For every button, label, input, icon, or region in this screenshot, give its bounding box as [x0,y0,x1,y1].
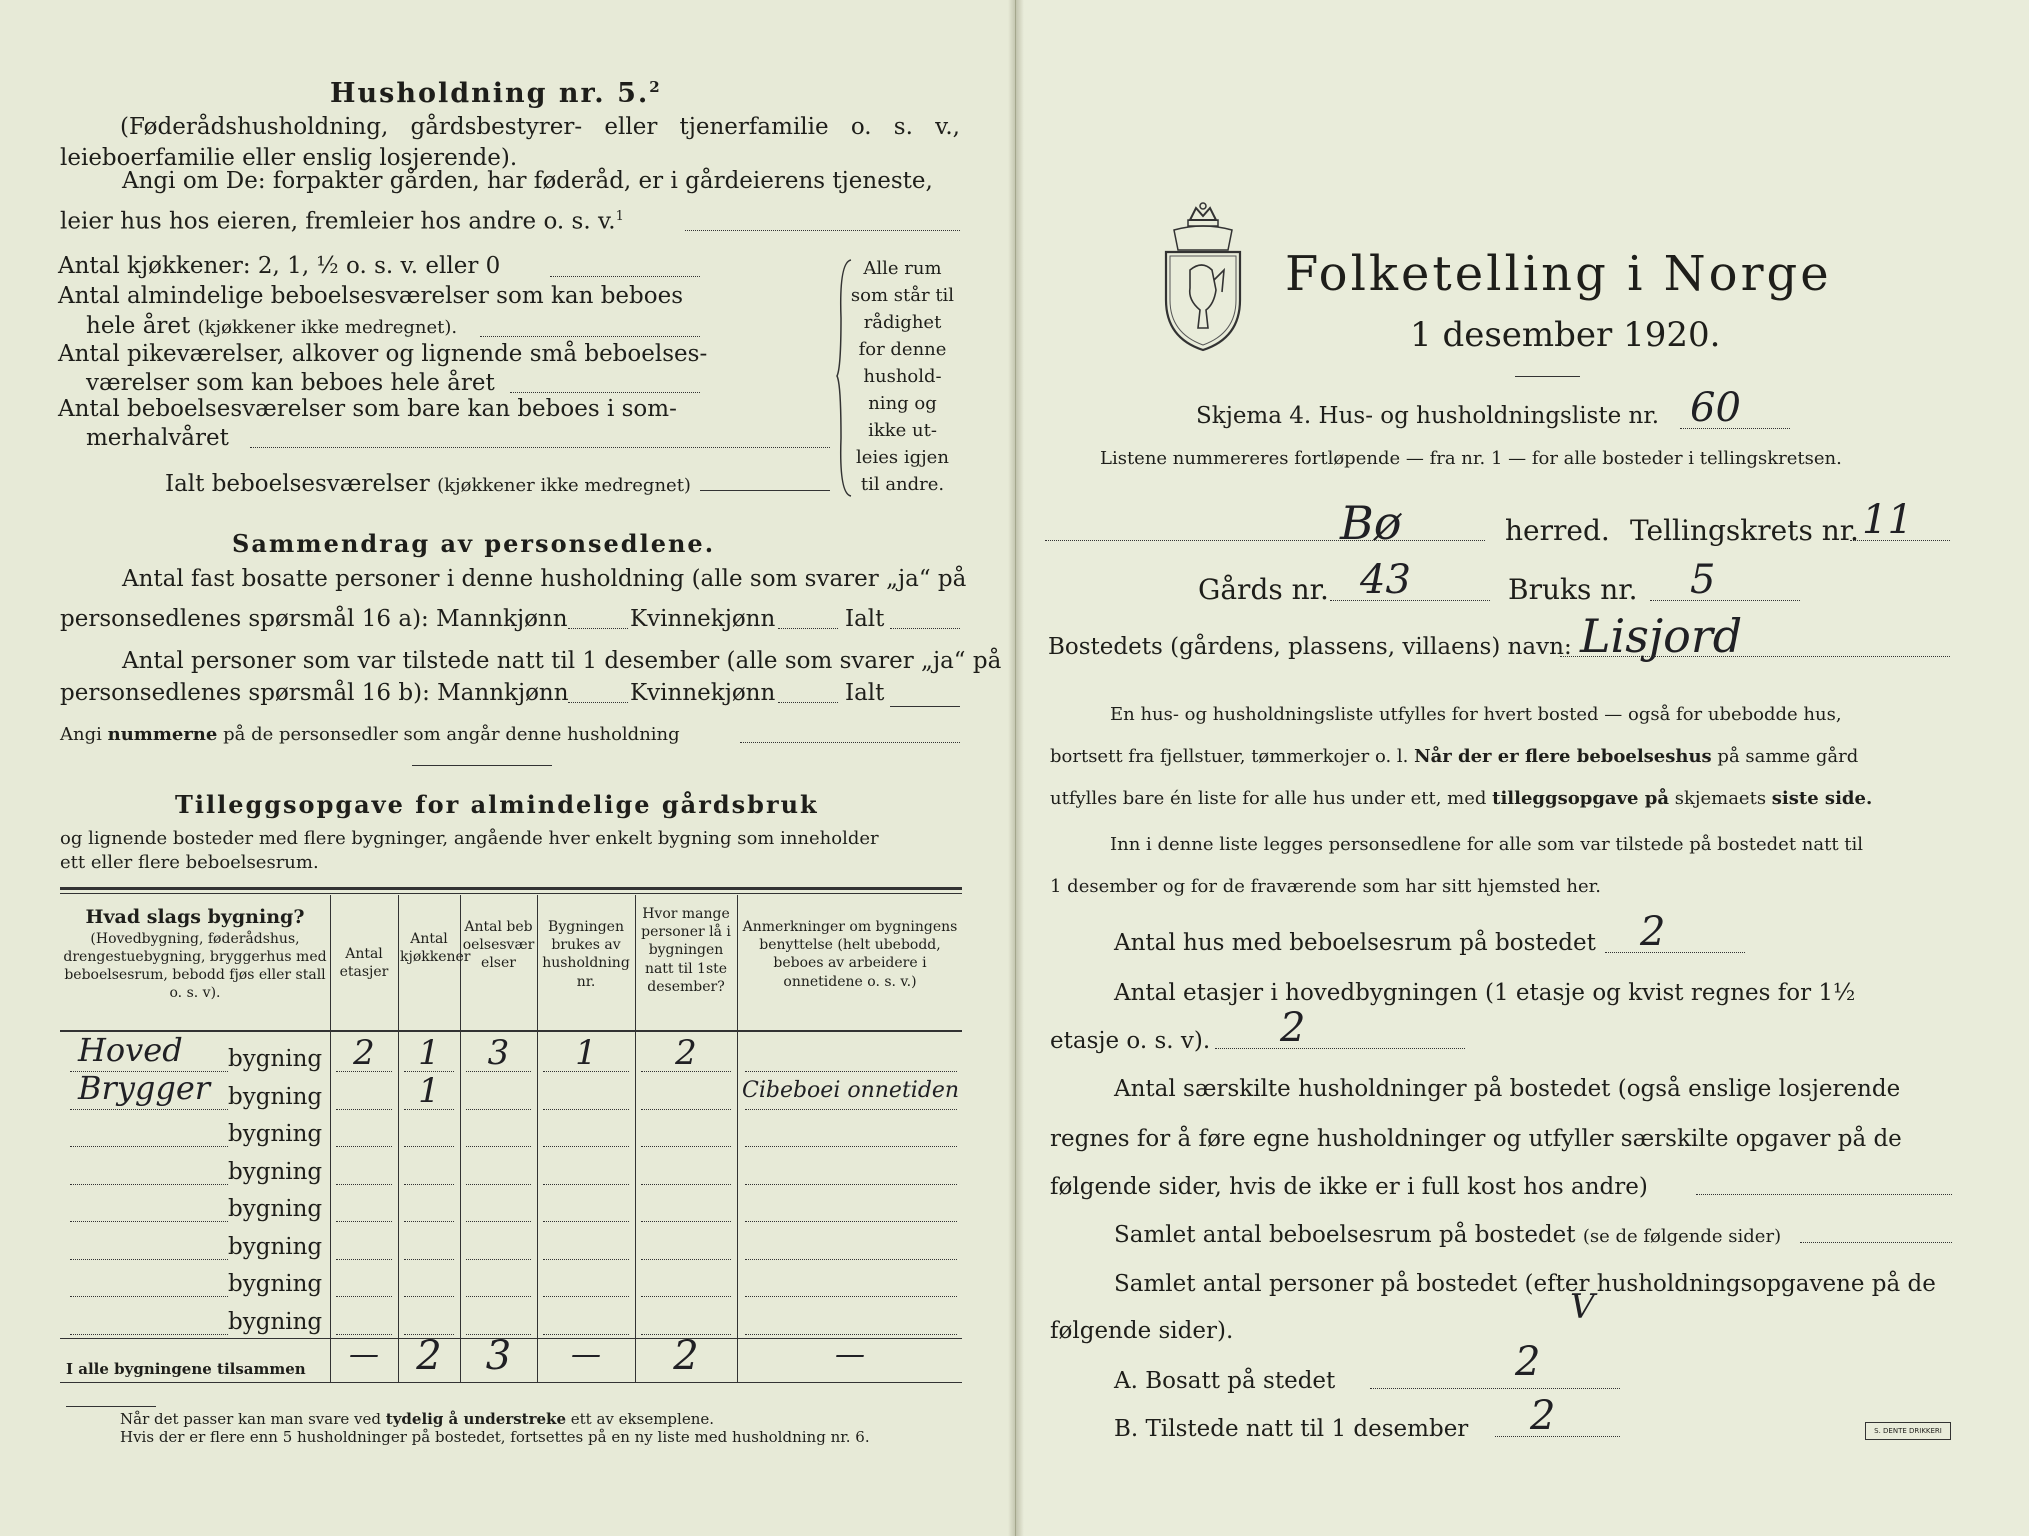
total-rooms: 3 [485,1333,512,1379]
cell-line [543,1259,629,1260]
b-value[interactable]: 2 [1530,1393,1556,1439]
cell-line [641,1296,731,1297]
cell-line [543,1221,629,1222]
coat-of-arms-icon [1162,200,1244,352]
cell-line [543,1071,629,1072]
cell-line [404,1296,454,1297]
a-line [1370,1388,1620,1389]
ordinary-rooms-q2: hele året (kjøkkener ikke medregnet). [86,313,458,339]
q16a-line1: Antal fast bosatte personer i denne husholdning (alle som svarer „ja“ på [122,566,967,592]
bruks-value[interactable]: 5 [1690,557,1716,603]
q-pers-mark: V [1570,1287,1595,1327]
household-title: Husholdning nr. 5.$^2$ [330,78,662,109]
gards-value[interactable]: 43 [1360,557,1411,603]
table-top-rule [60,887,962,890]
side-note-line: rådighet [863,312,942,333]
cell-kitchens[interactable]: 1 [418,1033,440,1073]
building-name-line [70,1184,228,1185]
cell-floors[interactable]: 2 [353,1033,375,1073]
cell-line [466,1259,531,1260]
table-bottom-rule [60,1382,962,1383]
q-rom: Samlet antal beboelsesrum på bostedet (se de følgende sider) [1114,1222,1782,1248]
total-household: — [571,1337,601,1372]
cell-kitchens[interactable]: 1 [418,1070,440,1111]
cell-line [641,1146,731,1147]
cell-line [336,1259,392,1260]
building-name-value[interactable]: Brygger [78,1068,211,1107]
ordinary-rooms-q1: Antal almindelige beboelsesværelser som kan beboes [58,283,684,309]
header-building-title: Hvad slags bygning? [85,906,305,928]
herred-line [1045,540,1485,541]
cell-line [336,1071,392,1072]
q16b-line2: personsedlenes spørsmål 16 b): Mannkjønn [60,680,569,706]
q-rom-line[interactable] [1800,1242,1952,1243]
total-remarks: — [835,1337,865,1372]
b-line [1495,1436,1620,1437]
header-building-sub: (Hovedbygning, føderådshus, drengestuebygning, bryggerhus med beboelsesrum, bebodd fjøs eller stall o. s. v). [63,930,327,1002]
angi-numbers-line[interactable] [740,742,960,743]
q-hush-line[interactable] [1696,1194,1952,1195]
q16a-total-line[interactable] [890,628,960,629]
cell-line [543,1296,629,1297]
cell-line [543,1109,629,1110]
q-etasjer-2: etasje o. s. v). [1050,1028,1211,1054]
cell-line [641,1071,731,1072]
cell-line [745,1071,957,1072]
header-remarks: Anmerkninger om bygningens benyttelse (helt ubebodd, beboes av arbeidere i onnetidene o. s. v.) [742,919,958,990]
side-note-line: som står til [850,285,955,306]
total-persons: 2 [673,1333,699,1379]
footnote-1: Når det passer kan man svare ved tydelig å understreke ett av eksemplene. [120,1410,715,1428]
cell-line [745,1221,957,1222]
cell-persons[interactable]: 2 [675,1033,697,1073]
q-hush-1: Antal særskilte husholdninger på bostedet (også enslige losjerende [1114,1076,1901,1102]
col-divider [398,895,399,1382]
angi-answer-line[interactable] [685,230,960,231]
side-note [845,255,960,498]
q16a-line2: personsedlenes spørsmål 16 a): Mannkjønn [60,606,568,632]
cell-line [336,1221,392,1222]
pike-rooms-q1: Antal pikeværelser, alkover og lignende små beboelses- [58,341,708,367]
gards-line [1330,600,1490,601]
herred-label: herred. [1505,514,1610,547]
printer-stamp: S. DENTE DRIKKERI [1865,1422,1951,1440]
pike-rooms-q2: værelser som kan beboes hele året [86,370,495,396]
page-fold [1008,0,1024,1536]
para1-line3: utfylles bare én liste for alle hus under ett, med tilleggsopgave på skjemaets siste side. [1050,788,1873,809]
krets-line [1850,540,1950,541]
ordinary-rooms-line[interactable] [480,336,700,337]
cell-line [336,1334,392,1335]
para1-line2: bortsett fra fjellstuer, tømmerkojer o. l. Når der er flere beboelseshus på samme gård [1050,746,1859,767]
schema-number[interactable]: 60 [1690,385,1741,431]
b-label: B. Tilstede natt til 1 desember [1114,1416,1469,1442]
building-name-line [70,1221,228,1222]
bosted-label: Bostedets (gårdens, plassens, villaens) navn: [1048,634,1572,660]
total-floors: — [349,1337,379,1372]
cell-line [641,1221,731,1222]
building-suffix-label: bygning [228,1308,323,1335]
cell-line [745,1259,957,1260]
angi-line-2: leier hus hos eieren, fremleier hos andre o. s. v.$^1$ [60,208,624,235]
building-suffix-label: bygning [228,1121,323,1147]
table-header-rule [60,1030,962,1032]
cell-line [466,1221,531,1222]
building-name-line [70,1146,228,1147]
cell-line [466,1296,531,1297]
footnote-rule [66,1406,156,1407]
cell-line [745,1334,957,1335]
bosted-line [1560,656,1950,657]
q-etasjer-1: Antal etasjer i hovedbygningen (1 etasje og kvist regnes for 1½ [1114,980,1856,1006]
cell-line [404,1146,454,1147]
krets-value[interactable]: 11 [1862,497,1913,543]
cell-line [466,1109,531,1110]
supplement-sub-1: og lignende bosteder med flere bygninger, angående hver enkelt bygning som inneholder [60,828,879,849]
supplement-sub-2: ett eller flere beboelsesrum. [60,852,319,873]
total-kitchens: 2 [416,1333,442,1379]
angi-line-1: Angi om De: forpakter gården, har føderåd, er i gårdeierens tjeneste, [122,168,933,194]
building-suffix-label: bygning [228,1271,323,1297]
cell-line [466,1184,531,1185]
total-rooms-line[interactable] [700,490,830,491]
header-kitchens: Antal kjøkkener [400,931,471,966]
cell-line [745,1109,957,1110]
cell-line [404,1221,454,1222]
side-note-line: Alle rum [863,258,942,279]
q16b-male-line[interactable] [568,702,628,703]
header-household: Bygningen brukes av husholdning nr. [542,919,630,990]
cell-line [336,1146,392,1147]
building-name-line [70,1109,228,1110]
side-note-line: til andre. [860,474,945,495]
cell-line [641,1259,731,1260]
census-date: 1 desember 1920. [1410,315,1721,355]
summer-rooms-q2: merhalvåret [86,425,229,451]
cell-line [543,1184,629,1185]
building-name-line [70,1334,228,1335]
table-top-rule-2 [60,893,962,894]
bruks-line [1650,600,1800,601]
para2-line1: Inn i denne liste legges personsedlene for alle som var tilstede på bostedet natt til [1110,834,1864,855]
household-intro: (Føderådshusholdning, gårdsbestyrer- eller tjenerfamilie o. s. v., leieboerfamilie eller enslig losjerende). [60,114,960,172]
supplement-heading: Tilleggsopgave for almindelige gårdsbruk [175,790,819,819]
cell-household[interactable]: 1 [575,1033,597,1073]
footnote-2: Hvis der er flere enn 5 husholdninger på bostedet, fortsettes på en ny liste med husholdning nr. 6. [120,1428,870,1446]
kitchens-question: Antal kjøkkener: 2, 1, ½ o. s. v. eller 0 [58,253,501,279]
q16b-total-label: Ialt [845,680,885,706]
building-suffix-label: bygning [228,1046,323,1072]
herred-value[interactable]: Bø [1340,496,1402,550]
building-suffix-label: bygning [228,1083,323,1110]
building-name-value[interactable]: Hoved [78,1031,183,1069]
summary-heading: Sammendrag av personsedlene. [232,529,716,558]
cell-line [745,1146,957,1147]
cell-rooms[interactable]: 3 [487,1033,510,1073]
cell-line [641,1109,731,1110]
cell-line [404,1259,454,1260]
header-rooms: Antal beboelsesværelser [462,919,535,972]
para2-line2: 1 desember og for de fraværende som har sitt hjemsted her. [1050,876,1601,897]
header-persons: Hvor mange personer lå i bygningen natt til 1ste desember? [641,906,731,995]
q-hush-3: følgende sider, hvis de ikke er i full kost hos andre) [1050,1174,1648,1200]
q16b-female-label: Kvinnekjønn [630,680,776,706]
q-hush-2: regnes for å føre egne husholdninger og utfyller særskilte opgaver på de [1050,1126,1902,1152]
a-label: A. Bosatt på stedet [1114,1368,1336,1394]
q-hus: Antal hus med beboelsesrum på bostedet [1114,930,1596,956]
cell-line [404,1184,454,1185]
cell-line [543,1146,629,1147]
schema-number-line [1680,428,1790,429]
angi-numbers: Angi nummerne på de personsedler som angår denne husholdning [60,724,680,745]
col-divider [460,895,461,1382]
col-divider [635,895,636,1382]
col-divider [330,895,331,1382]
header-building [62,905,328,1002]
list-note: Listene nummereres fortløpende — fra nr. 1 — for alle bosteder i tellingskretsen. [1100,448,1842,469]
q-hus-line [1605,952,1745,953]
building-name-line [70,1296,228,1297]
side-note-line: hushold- [863,366,942,387]
q-etasjer-line [1215,1048,1465,1049]
q16b-female-line[interactable] [778,702,838,703]
q16a-female-line[interactable] [778,628,838,629]
cell-line [404,1109,454,1110]
census-title: Folketelling i Norge [1285,246,1832,302]
cell-line [641,1184,731,1185]
cell-line [336,1109,392,1110]
q16b-line1: Antal personer som var tilstede natt til 1 desember (alle som svarer „ja“ på [122,648,1002,674]
q16a-total-label: Ialt [845,606,885,632]
cell-line [336,1296,392,1297]
cell-line [745,1184,957,1185]
q16a-male-line[interactable] [568,628,628,629]
total-rooms-q: Ialt beboelsesværelser (kjøkkener ikke medregnet) [165,471,691,497]
cell-line [466,1146,531,1147]
krets-label: Tellingskrets nr. [1630,514,1859,547]
cell-line [336,1184,392,1185]
title-divider [1515,376,1580,377]
cell-line [745,1296,957,1297]
q-pers-1: Samlet antal personer på bostedet (efter husholdningsopgavene på de [1114,1271,1936,1297]
side-note-line: leies igjen [856,447,949,468]
col-divider [537,895,538,1382]
side-note-line: ikke ut- [868,420,937,441]
q-etasjer-value[interactable]: 2 [1280,1005,1306,1051]
q16a-female-label: Kvinnekjønn [630,606,776,632]
q-hus-value[interactable]: 2 [1640,909,1666,955]
cell-line [466,1071,531,1072]
summer-rooms-q1: Antal beboelsesværelser som bare kan beboes i som- [58,396,677,422]
building-suffix-label: bygning [228,1196,323,1222]
pike-rooms-line[interactable] [510,392,700,393]
cell-line [543,1334,629,1335]
summary-divider [412,765,552,766]
kitchens-dots [550,276,700,277]
a-value[interactable]: 2 [1515,1339,1541,1385]
side-note-line: ning og [868,393,937,414]
summer-rooms-line[interactable] [250,447,830,448]
col-divider [737,895,738,1382]
total-row-label: I alle bygningene tilsammen [66,1360,306,1378]
q16b-total-line[interactable] [890,706,960,707]
side-note-line: for denne [858,339,947,360]
gards-label: Gårds nr. [1198,573,1329,606]
building-suffix-label: bygning [228,1233,323,1260]
q-pers-2: følgende sider). [1050,1318,1234,1344]
header-floors: Antal etasjer [339,946,389,981]
schema-label: Skjema 4. Hus- og husholdningsliste nr. [1196,403,1660,429]
bosted-value[interactable]: Lisjord [1580,609,1743,663]
cell-remarks[interactable]: Cibeboei onnetiden [742,1077,960,1103]
building-suffix-label: bygning [228,1158,323,1185]
building-name-line [70,1259,228,1260]
para1-line1: En hus- og husholdningsliste utfylles for hvert bosted — også for ubebodde hus, [1110,704,1842,725]
bruks-label: Bruks nr. [1508,573,1638,606]
